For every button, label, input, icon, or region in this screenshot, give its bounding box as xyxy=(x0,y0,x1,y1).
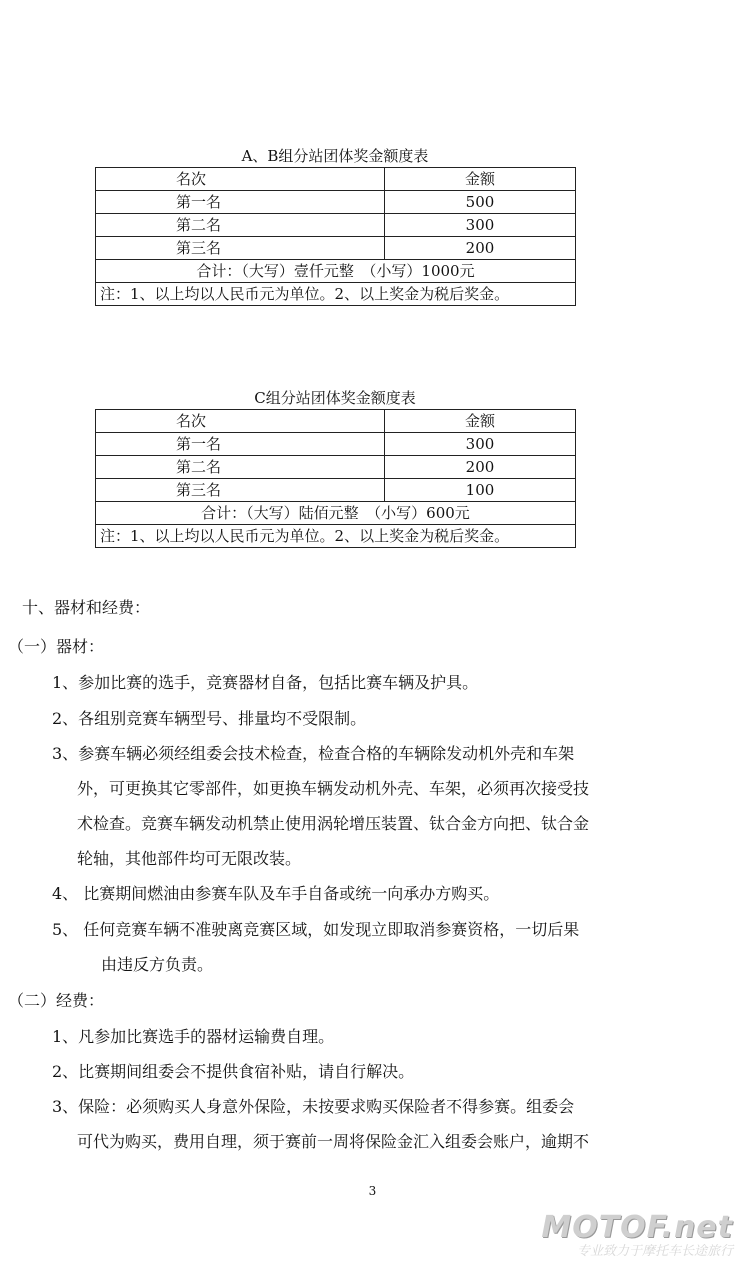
rank-cell: 第一名 xyxy=(96,433,385,456)
table-ab xyxy=(95,167,576,306)
rank-cell: 第三名 xyxy=(96,479,385,502)
equip-item: 1、参加比赛的选手，竞赛器材自备，包括比赛车辆及护具。 xyxy=(52,673,479,692)
funds-item: 3、保险：必须购买人身意外保险，未按要求购买保险者不得参赛。组委会 xyxy=(52,1097,575,1116)
header-rank: 名次 xyxy=(96,410,385,433)
total-cell: 合计：（大写）陆佰元整 （小写）600元 xyxy=(96,502,576,525)
funds-item: 可代为购买，费用自理，须于赛前一周将保险金汇入组委会账户，逾期不 xyxy=(77,1132,590,1151)
watermark-tagline: 专业致力于摩托车长途旅行 xyxy=(576,1244,733,1259)
equip-item: 3、参赛车辆必须经组委会技术检查，检查合格的车辆除发动机外壳和车架 xyxy=(52,744,575,763)
note-cell: 注：1、以上均以人民币元为单位。2、以上奖金为税后奖金。 xyxy=(96,283,576,306)
equip-item: 4、 比赛期间燃油由参赛车队及车手自备或统一向承办方购买。 xyxy=(52,884,500,903)
table-row xyxy=(96,237,576,260)
table-header-row xyxy=(96,410,576,433)
table-c xyxy=(95,409,576,548)
rank-cell: 第二名 xyxy=(96,214,385,237)
table-row xyxy=(96,191,576,214)
amount-cell: 200 xyxy=(385,456,576,479)
amount-cell: 300 xyxy=(385,433,576,456)
equip-item: 5、 任何竞赛车辆不准驶离竞赛区域，如发现立即取消参赛资格，一切后果 xyxy=(52,920,580,939)
funds-item: 2、比赛期间组委会不提供食宿补贴，请自行解决。 xyxy=(52,1062,415,1081)
table-note-row xyxy=(96,283,576,306)
header-amount: 金额 xyxy=(385,410,576,433)
table-total-row xyxy=(96,502,576,525)
watermark-logo: MOTOF.net xyxy=(541,1210,733,1245)
rank-cell: 第三名 xyxy=(96,237,385,260)
table-c-caption: C组分站团体奖金额度表 xyxy=(254,389,416,407)
amount-cell: 200 xyxy=(385,237,576,260)
amount-cell: 100 xyxy=(385,479,576,502)
equip-item: 术检查。竞赛车辆发动机禁止使用涡轮增压装置、钛合金方向把、钛合金 xyxy=(77,814,590,833)
table-row xyxy=(96,433,576,456)
section-title: 十、器材和经费： xyxy=(22,598,151,617)
page-number: 3 xyxy=(368,1184,377,1198)
watermark xyxy=(541,1212,733,1260)
table-header-row xyxy=(96,168,576,191)
table-note-row xyxy=(96,525,576,548)
equip-item: 轮轴，其他部件均可无限改装。 xyxy=(77,849,302,868)
equip-item: 由违反方负责。 xyxy=(101,955,214,974)
table-total-row xyxy=(96,260,576,283)
table-row xyxy=(96,456,576,479)
funds-item: 1、凡参加比赛选手的器材运输费自理。 xyxy=(52,1027,335,1046)
table-ab-caption: A、B组分站团体奖金额度表 xyxy=(241,147,429,165)
equip-item: 外，可更换其它零部件，如更换车辆发动机外壳、车架，必须再次接受技 xyxy=(77,779,590,798)
total-cell: 合计：（大写）壹仟元整 （小写）1000元 xyxy=(96,260,576,283)
amount-cell: 300 xyxy=(385,214,576,237)
table-row xyxy=(96,479,576,502)
subsection-equipment: （一）器材： xyxy=(8,637,105,656)
header-rank: 名次 xyxy=(96,168,385,191)
subsection-funds: （二）经费： xyxy=(8,991,105,1010)
equip-item: 2、各组别竞赛车辆型号、排量均不受限制。 xyxy=(52,709,367,728)
rank-cell: 第二名 xyxy=(96,456,385,479)
header-amount: 金额 xyxy=(385,168,576,191)
note-cell: 注：1、以上均以人民币元为单位。2、以上奖金为税后奖金。 xyxy=(96,525,576,548)
amount-cell: 500 xyxy=(385,191,576,214)
rank-cell: 第一名 xyxy=(96,191,385,214)
table-row xyxy=(96,214,576,237)
